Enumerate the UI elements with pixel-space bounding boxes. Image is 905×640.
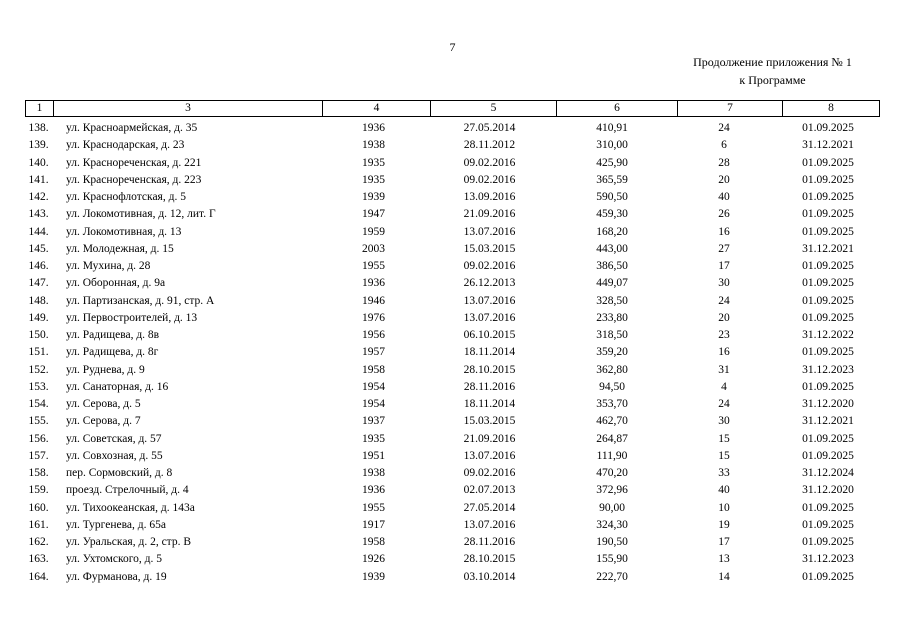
column-header-table [25,100,880,117]
row-area: 324,30 [596,518,628,531]
appendix-line-2: к Программе [739,73,806,87]
row-area: 425,90 [596,156,628,169]
row-area: 386,50 [596,260,628,272]
row-count: 17 [718,260,730,272]
header-col-1: 1 [26,101,54,117]
row-term: 31.12.2021 [802,139,854,152]
row-number: 140. [28,156,49,169]
row-term: 01.09.2025 [802,570,854,583]
table-row [25,327,880,344]
table-row [25,482,880,499]
row-number: 149. [28,311,49,324]
row-term: 31.12.2021 [802,242,854,255]
row-number: 155. [28,415,49,428]
row-date: 21.09.2016 [463,432,516,445]
row-term: 01.09.2025 [802,294,854,307]
row-count: 19 [718,518,730,531]
row-year: 1956 [362,329,385,341]
row-address: ул. Серова, д. 5 [66,398,141,410]
row-count: 6 [721,139,727,152]
row-year: 1936 [362,484,385,497]
row-count: 30 [718,277,730,290]
appendix-caption [660,53,885,89]
row-number: 138. [28,122,49,134]
row-address: ул. Тургенева, д. 65а [66,518,166,531]
row-term: 01.09.2025 [802,518,854,531]
row-address: ул. Радищева, д. 8г [66,346,159,359]
table-body [25,120,880,586]
row-date: 13.07.2016 [463,225,516,238]
row-number: 164. [28,570,49,583]
row-area: 410,91 [596,122,628,134]
table-row [25,293,880,310]
row-number: 144. [28,225,49,238]
row-number: 158. [28,467,49,479]
row-address: ул. Мухина, д. 28 [66,260,151,272]
row-term: 01.09.2025 [802,380,854,393]
table-row [25,120,880,137]
table-row [25,465,880,482]
table-row [25,396,880,413]
table-row [25,413,880,430]
row-number: 153. [28,380,49,393]
row-term: 01.09.2025 [802,122,854,134]
row-date: 13.07.2016 [463,449,516,462]
header-col-5: 5 [431,101,557,117]
row-year: 1926 [362,553,385,566]
row-address: ул. Советская, д. 57 [66,432,162,445]
row-date: 13.07.2016 [463,311,516,324]
row-address: ул. Краснореченская, д. 223 [66,173,202,186]
row-term: 01.09.2025 [802,191,854,203]
row-number: 152. [28,363,49,376]
row-date: 02.07.2013 [463,484,516,497]
row-date: 09.02.2016 [463,173,516,186]
row-year: 1947 [362,208,385,221]
row-address: ул. Краснофлотская, д. 5 [66,191,186,203]
row-area: 190,50 [596,536,628,548]
table-row [25,569,880,586]
row-area: 94,50 [599,380,625,393]
row-date: 18.11.2014 [463,398,516,410]
row-year: 1917 [362,518,385,531]
table-row [25,379,880,396]
row-number: 159. [28,484,49,497]
row-term: 31.12.2023 [802,553,854,566]
row-area: 168,20 [596,225,628,238]
table-row [25,206,880,223]
row-term: 01.09.2025 [802,449,854,462]
header-col-3: 3 [54,101,323,117]
row-address: ул. Фурманова, д. 19 [66,570,167,583]
row-year: 1936 [362,277,385,290]
row-year: 1946 [362,294,385,307]
row-address: ул. Первостроителей, д. 13 [66,311,198,324]
row-term: 01.09.2025 [802,156,854,169]
row-date: 15.03.2015 [463,415,516,428]
row-count: 24 [718,294,730,307]
row-number: 161. [28,518,49,531]
row-count: 14 [718,570,730,583]
row-count: 33 [718,467,730,479]
row-term: 31.12.2024 [802,467,854,479]
row-count: 17 [718,536,730,548]
row-address: ул. Радищева, д. 8в [66,329,160,341]
row-count: 23 [718,329,730,341]
row-count: 26 [718,208,730,221]
row-area: 310,00 [596,139,628,152]
row-count: 20 [718,173,730,186]
table-row [25,517,880,534]
row-count: 28 [718,156,730,169]
row-area: 90,00 [599,501,625,514]
row-year: 1954 [362,398,385,410]
row-year: 1976 [362,311,385,324]
row-area: 365,59 [596,173,628,186]
row-address: ул. Уральская, д. 2, стр. В [66,536,192,548]
row-area: 233,80 [596,311,628,324]
header-col-6: 6 [557,101,678,117]
row-date: 28.11.2012 [463,139,516,152]
page-number: 7 [449,40,456,54]
row-term: 31.12.2020 [802,398,854,410]
row-year: 1935 [362,432,385,445]
row-year: 1959 [362,225,385,238]
row-year: 1938 [362,467,385,479]
row-date: 27.05.2014 [463,122,516,134]
row-year: 1954 [362,380,385,393]
row-number: 156. [28,432,49,445]
table-row [25,362,880,379]
row-date: 28.11.2016 [463,380,516,393]
row-date: 15.03.2015 [463,242,516,255]
row-area: 470,20 [596,467,628,479]
row-address: ул. Локомотивная, д. 12, лит. Г [66,208,216,221]
row-address: ул. Локомотивная, д. 13 [66,225,182,238]
table-row [25,137,880,154]
row-term: 01.09.2025 [802,346,854,359]
row-term: 31.12.2021 [802,415,854,428]
column-header-row [26,101,880,117]
row-number: 139. [28,139,49,152]
row-address: ул. Краснореченская, д. 221 [66,156,202,169]
table-row [25,344,880,361]
row-date: 09.02.2016 [463,260,516,272]
row-year: 1936 [362,122,385,134]
header-col-8: 8 [783,101,880,117]
row-date: 09.02.2016 [463,156,516,169]
table-row [25,448,880,465]
row-area: 462,70 [596,415,628,428]
row-date: 18.11.2014 [463,346,516,359]
row-term: 01.09.2025 [802,277,854,290]
row-area: 111,90 [596,449,628,462]
row-address: ул. Серова, д. 7 [66,415,141,428]
row-area: 443,00 [596,242,628,255]
row-area: 459,30 [596,208,628,221]
table-row [25,310,880,327]
row-number: 151. [28,346,49,359]
row-term: 31.12.2020 [802,484,854,497]
table-row [25,431,880,448]
table-row [25,155,880,172]
row-address: ул. Ухтомского, д. 5 [66,553,163,566]
row-address: ул. Руднева, д. 9 [66,363,145,376]
row-area: 449,07 [596,277,628,290]
row-number: 148. [28,294,49,307]
row-term: 31.12.2023 [802,363,854,376]
row-count: 31 [718,363,730,376]
row-date: 28.10.2015 [463,553,516,566]
row-number: 147. [28,277,49,290]
row-area: 318,50 [596,329,628,341]
row-area: 155,90 [596,553,628,566]
row-count: 16 [718,225,730,238]
row-year: 2003 [362,242,385,255]
row-count: 30 [718,415,730,428]
table-row [25,241,880,258]
row-year: 1955 [362,501,385,514]
row-number: 160. [28,501,49,514]
table-row [25,551,880,568]
row-year: 1935 [362,173,385,186]
table-row [25,172,880,189]
appendix-line-1: Продолжение приложения № 1 [693,55,852,69]
row-area: 372,96 [596,484,628,497]
row-year: 1951 [362,449,385,462]
row-count: 27 [718,242,730,255]
row-address: ул. Краснодарская, д. 23 [66,139,185,152]
row-term: 01.09.2025 [802,208,854,221]
row-area: 590,50 [596,191,628,203]
row-address: ул. Санаторная, д. 16 [66,380,169,393]
row-date: 27.05.2014 [463,501,516,514]
row-number: 143. [28,208,49,221]
row-count: 40 [718,484,730,497]
row-count: 20 [718,311,730,324]
row-term: 31.12.2022 [802,329,854,341]
row-area: 353,70 [596,398,628,410]
table-row [25,275,880,292]
row-address: ул. Красноармейская, д. 35 [66,122,198,134]
row-number: 162. [28,536,49,548]
row-area: 362,80 [596,363,628,376]
row-count: 40 [718,191,730,203]
row-date: 21.09.2016 [463,208,516,221]
row-count: 4 [721,380,727,393]
row-term: 01.09.2025 [802,536,854,548]
table-row [25,258,880,275]
row-term: 01.09.2025 [802,432,854,445]
row-area: 328,50 [596,294,628,307]
row-number: 142. [28,191,49,203]
row-address: ул. Партизанская, д. 91, стр. А [66,294,215,307]
row-term: 01.09.2025 [802,260,854,272]
row-address: ул. Оборонная, д. 9а [66,277,166,290]
row-area: 359,20 [596,346,628,359]
row-term: 01.09.2025 [802,173,854,186]
row-address: ул. Тихоокеанская, д. 143а [66,501,195,514]
table-row [25,534,880,551]
row-count: 15 [718,432,730,445]
table-row [25,189,880,206]
row-term: 01.09.2025 [802,225,854,238]
table-row [25,500,880,517]
row-address: ул. Молодежная, д. 15 [66,242,174,255]
header-col-4: 4 [323,101,431,117]
row-year: 1957 [362,346,385,359]
row-date: 13.07.2016 [463,294,516,307]
row-number: 146. [28,260,49,272]
row-count: 16 [718,346,730,359]
row-date: 03.10.2014 [463,570,516,583]
row-date: 26.12.2013 [463,277,516,290]
row-year: 1958 [362,363,385,376]
table-row [25,224,880,241]
row-area: 264,87 [596,432,628,445]
row-count: 13 [718,553,730,566]
row-count: 24 [718,398,730,410]
row-count: 15 [718,449,730,462]
row-year: 1939 [362,191,385,203]
row-year: 1958 [362,536,385,548]
row-number: 157. [28,449,49,462]
row-address: пер. Сормовский, д. 8 [66,467,173,479]
row-date: 13.09.2016 [463,191,516,203]
header-col-7: 7 [678,101,783,117]
row-date: 28.11.2016 [463,536,516,548]
row-area: 222,70 [596,570,628,583]
row-year: 1935 [362,156,385,169]
row-term: 01.09.2025 [802,311,854,324]
row-address: ул. Совхозная, д. 55 [66,449,163,462]
row-term: 01.09.2025 [802,501,854,514]
row-number: 163. [28,553,49,566]
row-date: 06.10.2015 [463,329,516,341]
row-year: 1938 [362,139,385,152]
row-date: 13.07.2016 [463,518,516,531]
row-year: 1955 [362,260,385,272]
row-number: 145. [28,242,49,255]
row-number: 141. [28,173,49,186]
row-number: 154. [28,398,49,410]
row-year: 1937 [362,415,385,428]
row-address: проезд. Стрелочный, д. 4 [66,484,189,497]
row-count: 10 [718,501,730,514]
row-year: 1939 [362,570,385,583]
row-date: 28.10.2015 [463,363,516,376]
row-date: 09.02.2016 [463,467,516,479]
row-count: 24 [718,122,730,134]
row-number: 150. [28,329,49,341]
